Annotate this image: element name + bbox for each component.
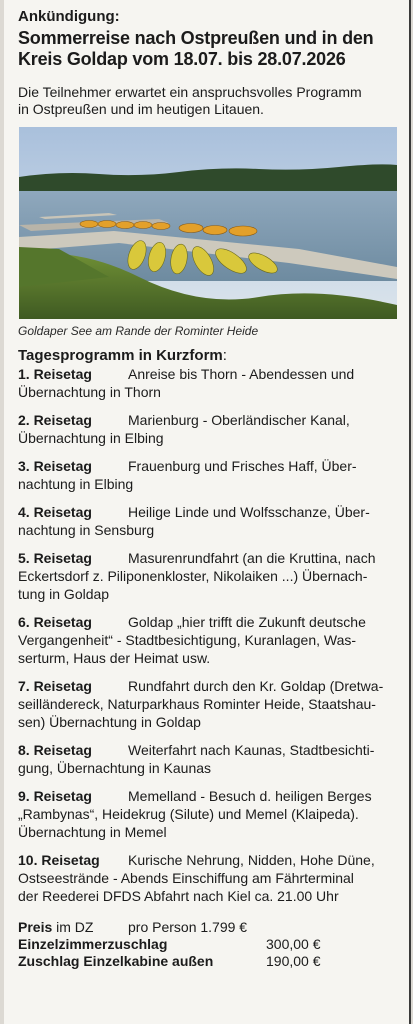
day-label: 6. Reisetag [18, 614, 92, 630]
day-item-2 [18, 411, 399, 447]
pricing-block [18, 919, 399, 970]
day-text: „Rambynas“, Heidekrug (Silute) und Memel (Klaipeda). [18, 806, 359, 822]
price-unit: im DZ [52, 919, 94, 935]
day-label: 7. Reisetag [18, 678, 92, 694]
intro-text [18, 84, 399, 118]
cabin-row [18, 953, 399, 970]
day-text: Übernachtung in Thorn [18, 384, 161, 400]
day-label: 5. Reisetag [18, 550, 92, 566]
day-item-8 [18, 741, 399, 777]
day-text: Masurenrundfahrt (an die Kruttina, nach [128, 550, 376, 566]
day-text: Übernachtung in Memel [18, 824, 167, 840]
title-line-1: Sommerreise nach Ostpreußen und in den [18, 28, 374, 48]
title-line-2: Kreis Goldap vom 18.07. bis 28.07.2026 [18, 49, 346, 69]
price-row [18, 919, 399, 936]
day-item-7 [18, 677, 399, 731]
day-text: serturm, Haus der Heimat usw. [18, 650, 211, 666]
day-label: 2. Reisetag [18, 412, 92, 428]
day-text: Frauenburg und Frisches Haff, Über- [128, 458, 357, 474]
day-text: nachtung in Elbing [18, 476, 134, 492]
lake-photo [19, 127, 397, 319]
day-list [18, 365, 399, 905]
single-room-value: 300,00 € [266, 936, 321, 952]
day-text: tung in Goldap [18, 586, 110, 602]
day-text: Rundfahrt durch den Kr. Goldap (Dretwa- [128, 678, 384, 694]
day-text: gung, Übernachtung in Kaunas [18, 760, 212, 776]
day-label: 3. Reisetag [18, 458, 92, 474]
day-item-9 [18, 787, 399, 841]
day-text: Kurische Nehrung, Nidden, Hohe Düne, [128, 852, 375, 868]
cabin-value: 190,00 € [266, 953, 321, 969]
day-text: Ostseestrände - Abends Einschiffung am Fährterminal [18, 870, 354, 886]
announcement-page [4, 0, 411, 1024]
day-text: der Reederei DFDS Abfahrt nach Kiel ca. 21.00 Uhr [18, 888, 339, 904]
day-item-6 [18, 613, 399, 667]
day-label: 1. Reisetag [18, 366, 92, 382]
day-item-3 [18, 457, 399, 493]
lake-photo-illustration [19, 127, 397, 319]
price-label [18, 919, 93, 936]
day-text: Weiterfahrt nach Kaunas, Stadtbesichti- [128, 742, 375, 758]
cabin-label: Zuschlag Einzelkabine außen [18, 953, 214, 969]
day-text: Übernachtung in Elbing [18, 430, 164, 446]
price-label-bold: Preis [18, 919, 53, 935]
day-label: 4. Reisetag [18, 504, 92, 520]
day-label: 9. Reisetag [18, 788, 92, 804]
day-text: seilländereck, Naturparkhaus Rominter Heide, Staatshau- [18, 696, 376, 712]
program-title [18, 347, 399, 365]
day-item-5 [18, 549, 399, 603]
day-label: 10. Reisetag [18, 852, 100, 868]
day-label: 8. Reisetag [18, 742, 92, 758]
price-value: pro Person 1.799 € [128, 919, 248, 935]
intro-line-1: Die Teilnehmer erwartet ein anspruchsvolles Programm [18, 84, 362, 100]
single-room-label: Einzelzimmerzuschlag [18, 936, 168, 952]
day-item-10 [18, 851, 399, 905]
day-text: Heilige Linde und Wolfsschanze, Über- [128, 504, 370, 520]
photo-caption: Goldaper See am Rande der Rominter Heide [18, 324, 259, 338]
program-title-colon: : [222, 347, 227, 364]
day-text: Marienburg - Oberländischer Kanal, [128, 412, 350, 428]
day-text: Memelland - Besuch d. heiligen Berges [128, 788, 372, 804]
intro-line-2: in Ostpreußen und im heutigen Litauen. [18, 101, 264, 117]
program-title-text: Tagesprogramm in Kurzform [18, 347, 223, 364]
day-item-1 [18, 365, 399, 401]
day-text: sen) Übernachtung in Goldap [18, 714, 201, 730]
day-text: nachtung in Sensburg [18, 522, 155, 538]
day-text: Eckertsdorf z. Piliponenkloster, Nikolaiken ...) Übernach- [18, 568, 368, 584]
kicker: Ankündigung: [18, 8, 120, 25]
day-text: Goldap „hier trifft die Zukunft deutsche [128, 614, 366, 630]
day-text: Anreise bis Thorn - Abendessen und [128, 366, 355, 382]
day-text: Vergangenheit“ - Stadtbesichtigung, Kuranlagen, Was- [18, 632, 357, 648]
day-item-4 [18, 503, 399, 539]
page-title [18, 28, 399, 70]
single-room-row [18, 936, 399, 953]
